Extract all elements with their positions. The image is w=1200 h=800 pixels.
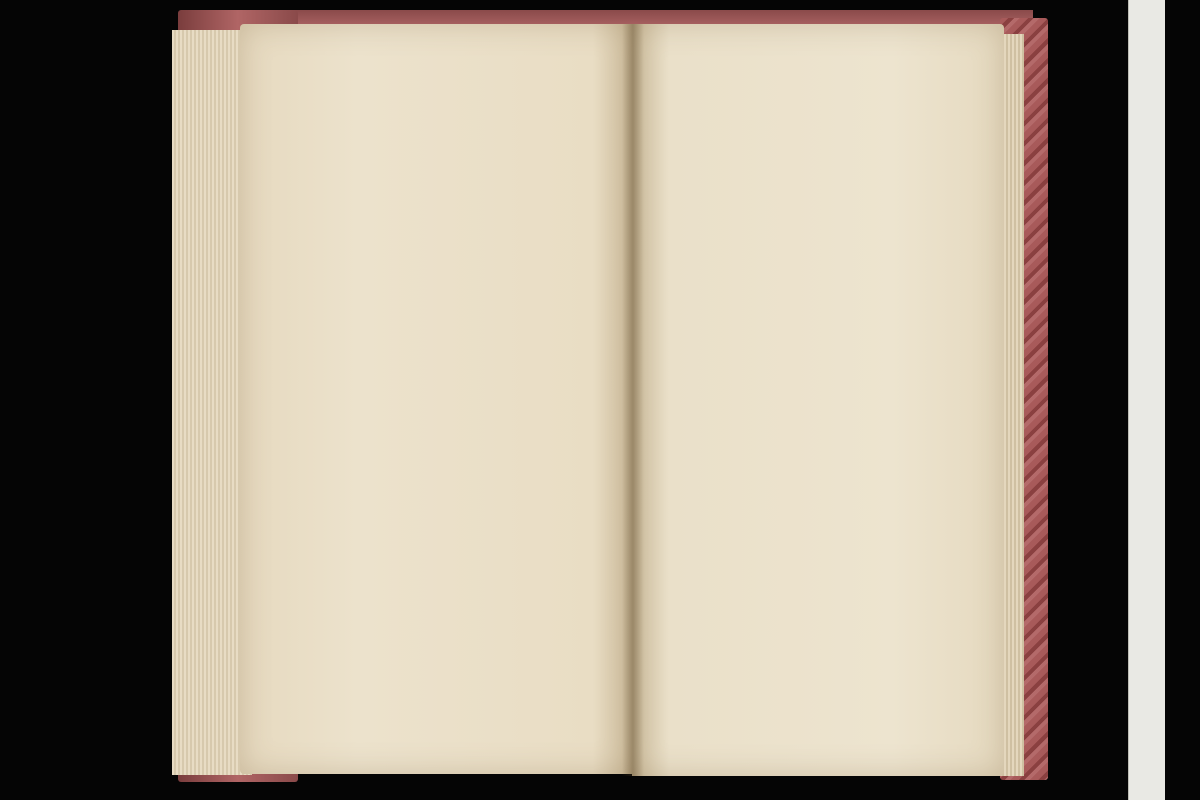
measuring-ruler xyxy=(1128,0,1165,800)
book-gutter xyxy=(622,24,644,776)
right-page xyxy=(632,24,1004,776)
left-page xyxy=(240,24,632,774)
